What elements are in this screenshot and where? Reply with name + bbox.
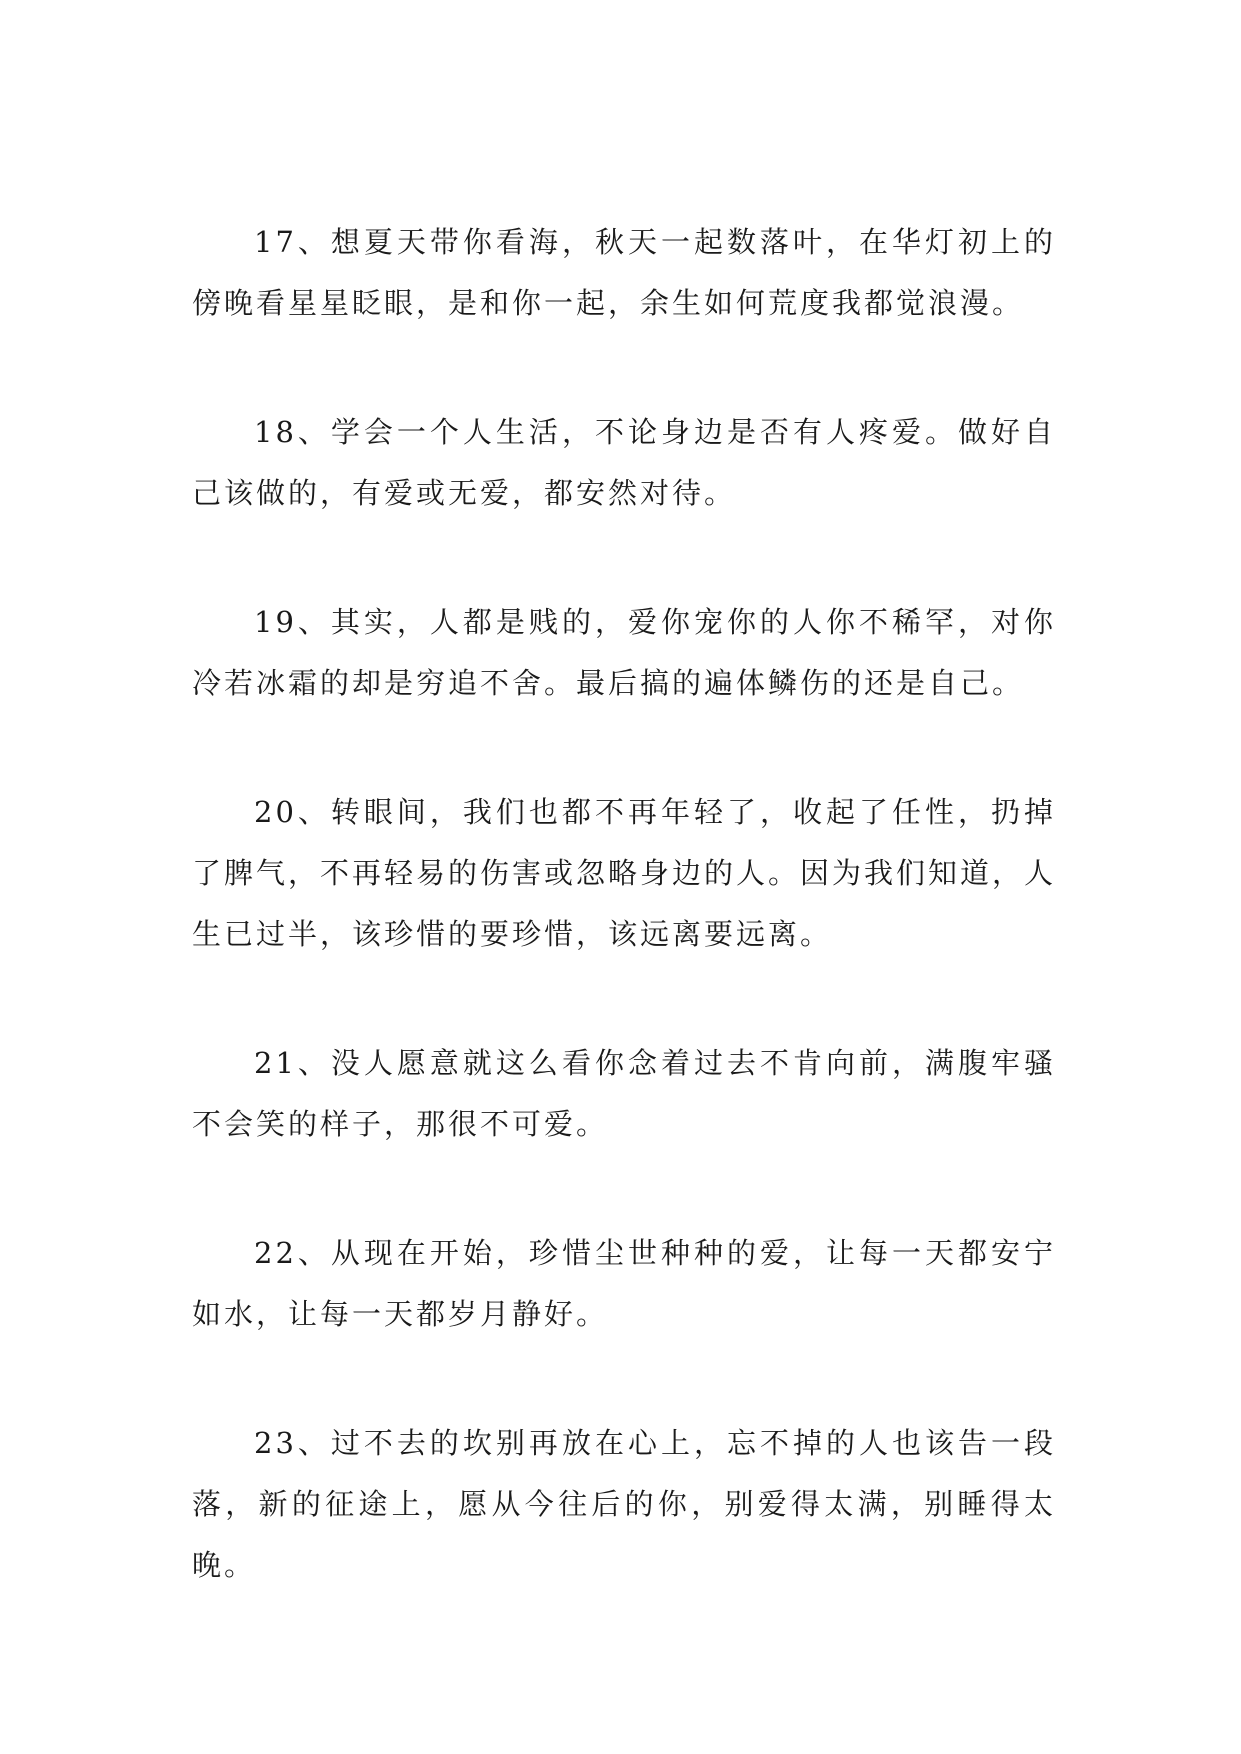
- paragraph-18: 18、学会一个人生活，不论身边是否有人疼爱。做好自己该做的，有爱或无爱，都安然对待。: [192, 415, 1056, 510]
- paragraph-20: 20、转眼间，我们也都不再年轻了，收起了任性，扔掉了脾气，不再轻易的伤害或忽略身边的人。因为我们知道，人生已过半，该珍惜的要珍惜，该远离要远离。: [192, 795, 1057, 951]
- document-body: [192, 212, 1056, 1664]
- paragraph-19: 19、其实，人都是贱的，爱你宠你的人你不稀罕，对你冷若冰霜的却是穷追不舍。最后搞的遍体鳞伤的还是自己。: [192, 605, 1056, 700]
- paragraph-23: 23、过不去的坎别再放在心上，忘不掉的人也该告一段落，新的征途上，愿从今往后的你，别爱得太满，别睡得太晚。: [192, 1426, 1056, 1582]
- paragraph-22: 22、从现在开始，珍惜尘世种种的爱，让每一天都安宁如水，让每一天都岁月静好。: [192, 1236, 1056, 1331]
- paragraph-17: 17、想夏天带你看海，秋天一起数落叶，在华灯初上的傍晚看星星眨眼，是和你一起，余生如何荒度我都觉浪漫。: [192, 225, 1056, 320]
- paragraph-21: 21、没人愿意就这么看你念着过去不肯向前，满腹牢骚不会笑的样子，那很不可爱。: [192, 1046, 1056, 1141]
